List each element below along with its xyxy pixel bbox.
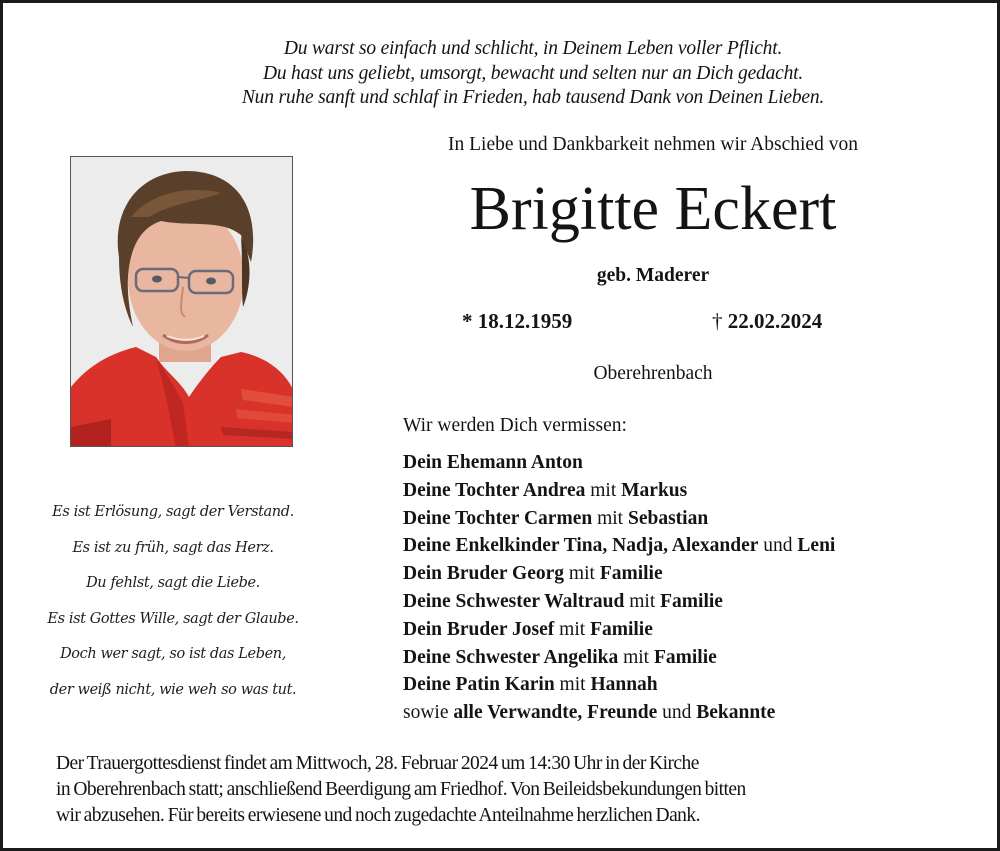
mourner-row (403, 532, 835, 560)
mourner-row (403, 560, 835, 588)
connector-text: mit (554, 674, 591, 696)
connector-text: mit (592, 507, 628, 529)
mourner-relation: Deine Schwester Angelika (403, 646, 619, 668)
mourner-row (403, 671, 835, 699)
verse-line: Es ist Gottes Wille, sagt der Glaube. (47, 610, 299, 627)
service-line: wir abzusehen. Für bereits erwiesene und noch zugedachte Anteilnahme herzlichen Dank. (56, 805, 700, 826)
portrait-image (71, 157, 293, 447)
verse-line: Du fehlst, sagt die Liebe. (86, 575, 260, 591)
mourner-group: alle Verwandte, Freunde (453, 702, 658, 724)
connector-text: sowie (403, 702, 454, 724)
mourner-partner: Familie (590, 618, 653, 640)
mourner-partner: Sebastian (627, 507, 709, 529)
hometown: Oberehrenbach (593, 363, 713, 384)
death-date (712, 309, 822, 334)
mourners-list (403, 449, 835, 727)
connector-text: mit (618, 646, 654, 668)
birth-date (462, 309, 572, 334)
connector-text: und (657, 702, 697, 724)
poem-line: Nun ruhe sanft und schlaf in Frieden, hab tausend Dank von Deinen Lieben. (241, 87, 825, 108)
connector-text: mit (624, 590, 661, 612)
mourner-partner: Familie (653, 646, 717, 668)
mourner-row (403, 588, 835, 616)
mourner-row (403, 699, 835, 727)
connector-text: mit (564, 563, 600, 585)
maiden-name: geb. Maderer (596, 265, 710, 286)
connector-text: mit (554, 618, 591, 640)
mourner-partner: Familie (660, 590, 723, 612)
verse-line: der weiß nicht, wie weh so was tut. (49, 681, 297, 698)
mourner-group: Bekannte (696, 702, 776, 724)
mourner-relation: Deine Tochter Andrea (403, 479, 586, 501)
dagger-cross-icon: † (712, 309, 723, 333)
mourner-relation: Deine Tochter Carmen (403, 507, 593, 529)
connector-text: mit (585, 479, 622, 501)
farewell-intro: In Liebe und Dankbarkeit nehmen wir Abschied von (448, 134, 858, 155)
mourners-heading: Wir werden Dich vermissen: (403, 415, 627, 436)
closing-verse (43, 495, 303, 708)
mourner-partner: Markus (621, 479, 688, 501)
poem-line: Du warst so einfach und schlicht, in Deinem Leben voller Pflicht. (283, 38, 783, 59)
connector-text: und (758, 535, 798, 557)
mourner-relation: Dein Ehemann Anton (403, 452, 583, 473)
mourner-partner: Familie (599, 563, 663, 585)
verse-line: Es ist zu früh, sagt das Herz. (72, 539, 274, 556)
service-line: Der Trauergottesdienst findet am Mittwoch, 28. Februar 2024 um 14:30 Uhr in der Kirche (56, 753, 699, 774)
funeral-service-notice (56, 751, 956, 829)
mourner-relation: Deine Schwester Waltraud (403, 590, 625, 612)
mourner-row (403, 644, 835, 672)
death-date-value: 22.02.2024 (727, 309, 823, 333)
opening-poem (173, 37, 893, 111)
poem-line: Du hast uns geliebt, umsorgt, bewacht und selten nur an Dich gedacht. (262, 62, 804, 84)
mourner-partner: Hannah (590, 674, 658, 696)
portrait-photo (70, 156, 293, 447)
verse-line: Doch wer sagt, so ist das Leben, (60, 646, 286, 662)
mourner-row (403, 505, 835, 533)
mourner-relation: Dein Bruder Josef (403, 618, 555, 640)
mourner-row (403, 477, 835, 505)
verse-line: Es ist Erlösung, sagt der Verstand. (52, 504, 294, 520)
mourner-relation: Deine Patin Karin (403, 674, 555, 696)
mourner-relation: Dein Bruder Georg (403, 563, 565, 585)
mourner-relation: Deine Enkelkinder Tina, Nadja, Alexander (403, 535, 759, 557)
service-line: in Oberehrenbach statt; anschließend Beerdigung am Friedhof. Von Beileidsbekundungen bitten (56, 779, 746, 800)
mourner-row (403, 449, 835, 477)
deceased-name: Brigitte Eckert (469, 175, 837, 243)
mourner-row (403, 616, 835, 644)
mourner-partner: Leni (797, 535, 836, 557)
birth-date-value: 18.12.1959 (477, 309, 573, 333)
birth-star-icon: * (462, 309, 473, 333)
